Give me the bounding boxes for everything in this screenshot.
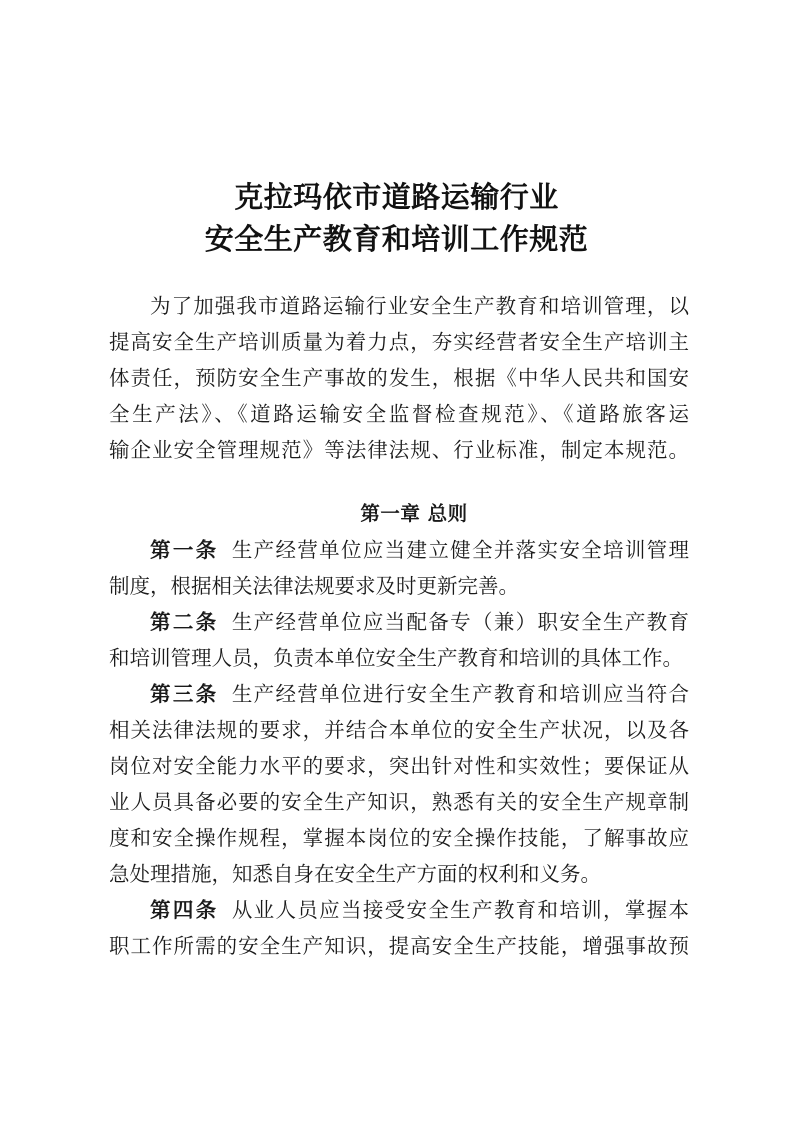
article-4 <box>109 892 689 964</box>
article-text: 生产经营单位应当配备专（兼）职安全生产教育 <box>230 610 689 634</box>
article-label: 第二条 <box>150 610 219 634</box>
article-first-line <box>109 892 689 928</box>
preamble-paragraph <box>109 288 689 468</box>
article-line: 业人员具备必要的安全生产知识，熟悉有关的安全生产规章制 <box>109 790 689 814</box>
article-first-line <box>109 532 689 568</box>
article-line: 和培训管理人员，负责本单位安全生产教育和培训的具体工作。 <box>109 646 683 670</box>
article-line: 制度，根据相关法律法规要求及时更新完善。 <box>109 574 519 598</box>
article-3 <box>109 676 689 892</box>
preamble-line: 全生产法》、《道路运输安全监督检查规范》、《道路旅客运 <box>109 402 689 426</box>
article-text: 生产经营单位应当建立健全并落实安全培训管理 <box>230 538 689 562</box>
article-label: 第三条 <box>150 682 219 706</box>
article-line: 职工作所需的安全生产知识，提高安全生产技能，增强事故预 <box>109 934 689 958</box>
article-label: 第一条 <box>150 538 219 562</box>
article-first-line <box>109 604 689 640</box>
preamble-line: 体责任，预防安全生产事故的发生，根据《中华人民共和国安 <box>109 366 689 390</box>
article-2 <box>109 604 689 676</box>
article-label: 第四条 <box>150 898 219 922</box>
article-line: 岗位对安全能力水平的要求，突出针对性和实效性；要保证从 <box>109 754 689 778</box>
article-text: 从业人员应当接受安全生产教育和培训，掌握本 <box>230 898 689 922</box>
article-first-line <box>109 676 689 712</box>
document-title-line-2: 安全生产教育和培训工作规范 <box>204 222 589 256</box>
preamble-line: 提高安全生产培训质量为着力点，夯实经营者安全生产培训主 <box>109 330 689 354</box>
preamble-line: 为了加强我市道路运输行业安全生产教育和培训管理，以 <box>150 294 689 318</box>
article-line: 度和安全操作规程，掌握本岗位的安全操作技能，了解事故应 <box>109 826 689 850</box>
article-line: 相关法律法规的要求，并结合本单位的安全生产状况，以及各 <box>109 718 689 742</box>
chapter-heading: 第一章 总则 <box>360 502 468 525</box>
article-1 <box>109 532 689 604</box>
preamble-line: 输企业安全管理规范》等法律法规、行业标准，制定本规范。 <box>109 438 689 462</box>
document-body <box>109 288 689 964</box>
article-text: 生产经营单位进行安全生产教育和培训应当符合 <box>230 682 689 706</box>
article-line: 急处理措施，知悉自身在安全生产方面的权利和义务。 <box>109 862 601 886</box>
document-title-line-1: 克拉玛依市道路运输行业 <box>234 180 559 214</box>
